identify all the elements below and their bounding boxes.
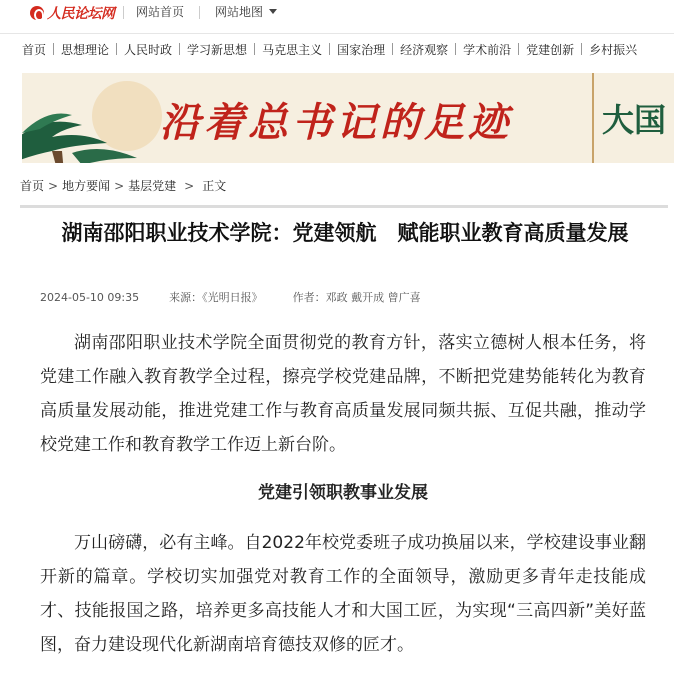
nav-item[interactable] — [109, 41, 172, 58]
article-meta — [40, 289, 421, 305]
article-paragraph: 湖南邵阳职业技术学院全面贯彻党的教育方针，落实立德树人根本任务，将党建工作融入教育教学全过程，擦亮学校党建品牌，不断把党建势能转化为教育高质量发展动能，推进党建工作与教育高质量发展同频共振、互促共融，推动学校党建工作和教育教学工作迈上新台阶。 — [40, 333, 646, 455]
author-label: 作者： — [292, 291, 326, 304]
breadcrumb-divider — [20, 205, 668, 208]
nav-item[interactable] — [22, 41, 46, 58]
nav-item[interactable] — [172, 41, 247, 58]
nav-item[interactable] — [511, 41, 574, 58]
breadcrumb-current: 正文 — [202, 179, 227, 193]
divider — [123, 6, 124, 19]
breadcrumb-party-building[interactable]: 基层党建 — [128, 179, 177, 193]
breadcrumb-separator: > — [48, 179, 59, 193]
nav-item-label[interactable]: 乡村振兴 — [589, 42, 638, 57]
breadcrumb — [20, 177, 226, 194]
breadcrumb-separator: > — [184, 179, 195, 193]
nav-item[interactable] — [448, 41, 511, 58]
nav-item-label[interactable]: 党建创新 — [526, 42, 575, 57]
channel-nav — [0, 33, 674, 63]
site-logo[interactable] — [30, 4, 115, 22]
nav-divider — [116, 43, 117, 55]
article-subheading: 党建引领职教事业发展 — [258, 483, 428, 503]
nav-item-label[interactable]: 国家治理 — [337, 42, 386, 57]
home-link[interactable]: 网站首页 — [136, 5, 185, 19]
article-title: 湖南邵阳职业技术学院：党建领航 赋能职业教育高质量发展 — [61, 220, 629, 245]
article-source: 《光明日报》 — [202, 291, 263, 304]
banner[interactable] — [22, 73, 674, 163]
nav-item-label[interactable]: 经济观察 — [400, 42, 449, 57]
nav-item[interactable] — [385, 41, 448, 58]
nav-item-label[interactable]: 学术前沿 — [463, 42, 512, 57]
article-body — [40, 326, 646, 676]
nav-divider — [254, 43, 255, 55]
article-authors: 邓政 戴开成 曾广喜 — [325, 291, 421, 304]
nav-divider — [179, 43, 180, 55]
pine-tree-decoration — [22, 103, 142, 163]
breadcrumb-separator: > — [114, 179, 125, 193]
nav-divider — [329, 43, 330, 55]
nav-divider — [518, 43, 519, 55]
chevron-down-icon — [269, 9, 277, 14]
nav-item-label[interactable]: 思想理论 — [61, 42, 110, 57]
nav-item-label[interactable]: 马克思主义 — [262, 42, 323, 57]
nav-item[interactable] — [46, 41, 109, 58]
sitemap-link-label: 网站地图 — [215, 5, 264, 19]
logo-text: 人民论坛网 — [47, 6, 115, 22]
nav-divider — [455, 43, 456, 55]
article-paragraph: 万山磅礴，必有主峰。自2022年校党委班子成功换届以来，学校建设事业翻开新的篇章。学校切实加强党对教育工作的全面领导，激励更多青年走技能成才、技能报国之路，培养更多高技能人才和大国工匠，为实现“三高四新”美好蓝图，奋力建设现代化新湖南培育德技双修的匠才。 — [40, 533, 646, 655]
nav-item[interactable] — [247, 41, 322, 58]
top-bar — [0, 0, 674, 26]
divider — [199, 6, 200, 19]
nav-item[interactable] — [322, 41, 385, 58]
nav-divider — [392, 43, 393, 55]
sitemap-link[interactable] — [215, 4, 277, 20]
banner-title: 沿着总书记的足迹 — [160, 99, 512, 146]
article-date: 2024-05-10 09:35 — [40, 291, 140, 304]
logo-icon — [30, 6, 44, 20]
nav-divider — [53, 43, 54, 55]
nav-divider — [581, 43, 582, 55]
banner-right-panel — [592, 73, 674, 163]
nav-item-label[interactable]: 学习新思想 — [187, 42, 248, 57]
banner-right-text: 大国 — [602, 101, 667, 139]
source-label: 来源： — [169, 291, 203, 304]
nav-item-label[interactable]: 首页 — [22, 42, 47, 57]
breadcrumb-home[interactable]: 首页 — [20, 179, 45, 193]
breadcrumb-local-news[interactable]: 地方要闻 — [62, 179, 111, 193]
nav-item[interactable] — [574, 41, 637, 58]
nav-item-label[interactable]: 人民时政 — [124, 42, 173, 57]
